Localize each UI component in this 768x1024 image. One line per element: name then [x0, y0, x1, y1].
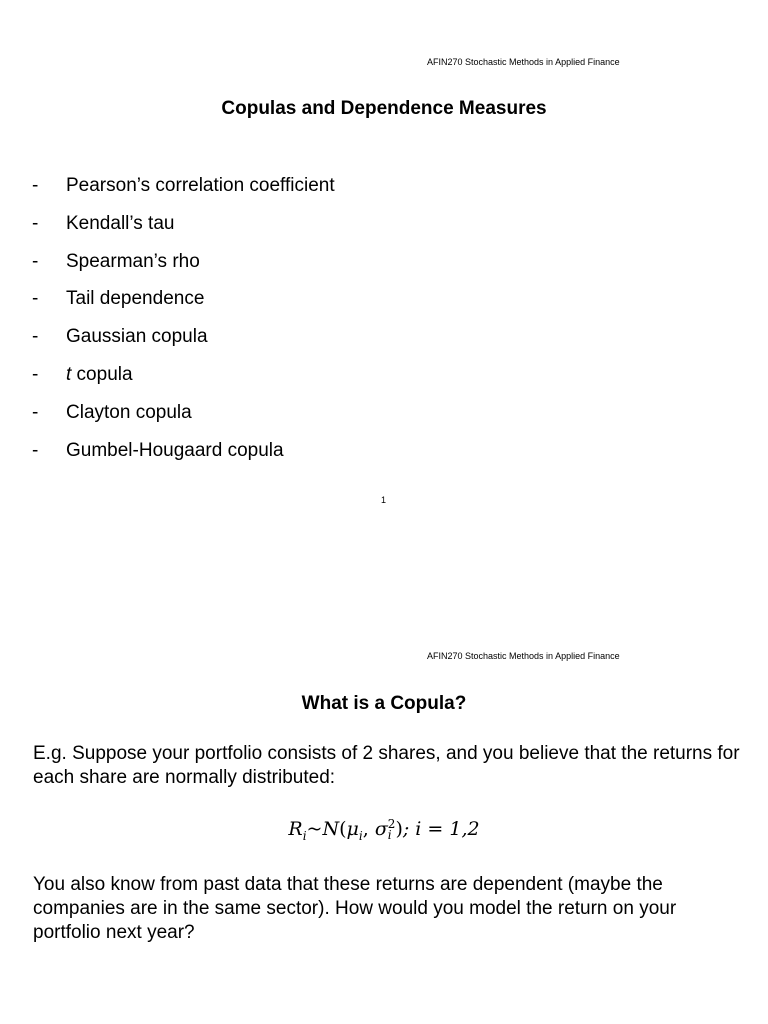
formula-sub-i: i: [387, 828, 392, 842]
document-page-2: [0, 594, 768, 1024]
list-item-text: Pearson’s correlation coefficient: [66, 175, 335, 196]
bullet-dash: -: [32, 363, 39, 385]
page-title: Copulas and Dependence Measures: [221, 98, 547, 119]
list-item-text: Clayton copula: [66, 401, 192, 423]
course-header: AFIN270 Stochastic Methods in Applied Finance: [427, 651, 620, 661]
bullet-dash: -: [32, 401, 39, 423]
bullet-dash: -: [32, 250, 39, 272]
formula-N: N: [322, 818, 340, 840]
formula-tilde: ~: [306, 818, 323, 840]
list-item-text: Kendall’s tau: [66, 212, 175, 234]
bullet-dash: -: [32, 212, 39, 234]
course-header: AFIN270 Stochastic Methods in Applied Finance: [427, 57, 620, 67]
list-item-suffix: copula: [71, 363, 133, 385]
formula-sub-i: i: [358, 828, 363, 843]
list-item-text: Spearman’s rho: [66, 250, 200, 272]
list-item-text: Tail dependence: [66, 288, 205, 310]
formula-R: R: [288, 818, 303, 840]
page-number: 1: [381, 495, 387, 505]
bullet-dash: -: [32, 288, 39, 310]
distribution-formula: $R_i\sim N(\mu_i$, σ2 i ); i = 1,2: [288, 817, 480, 843]
bullet-dash: -: [32, 326, 39, 348]
italic-t: t: [66, 363, 72, 385]
list-item-text: Gumbel-Hougaard copula: [66, 439, 284, 461]
formula-mu: μ: [346, 818, 359, 840]
bullet-dash: -: [32, 439, 39, 461]
list-item-text: [66, 361, 133, 389]
formula-index-range: ; i = 1,2: [402, 818, 480, 840]
bullet-dash: -: [32, 175, 39, 196]
paragraph: You also know from past data that these returns are dependent (maybe the companies are in the same sector). How would you model the return on your portfolio next year?: [33, 874, 677, 943]
formula-sub-i: i: [302, 828, 307, 843]
formula-sigma: σ: [374, 818, 388, 840]
page-title: What is a Copula?: [301, 693, 467, 714]
list-item-text: Gaussian copula: [66, 326, 208, 348]
paragraph: E.g. Suppose your portfolio consists of 2 shares, and you believe that the returns for each share are normally distributed:: [33, 743, 740, 788]
formula-sup-2: 2: [387, 817, 396, 831]
